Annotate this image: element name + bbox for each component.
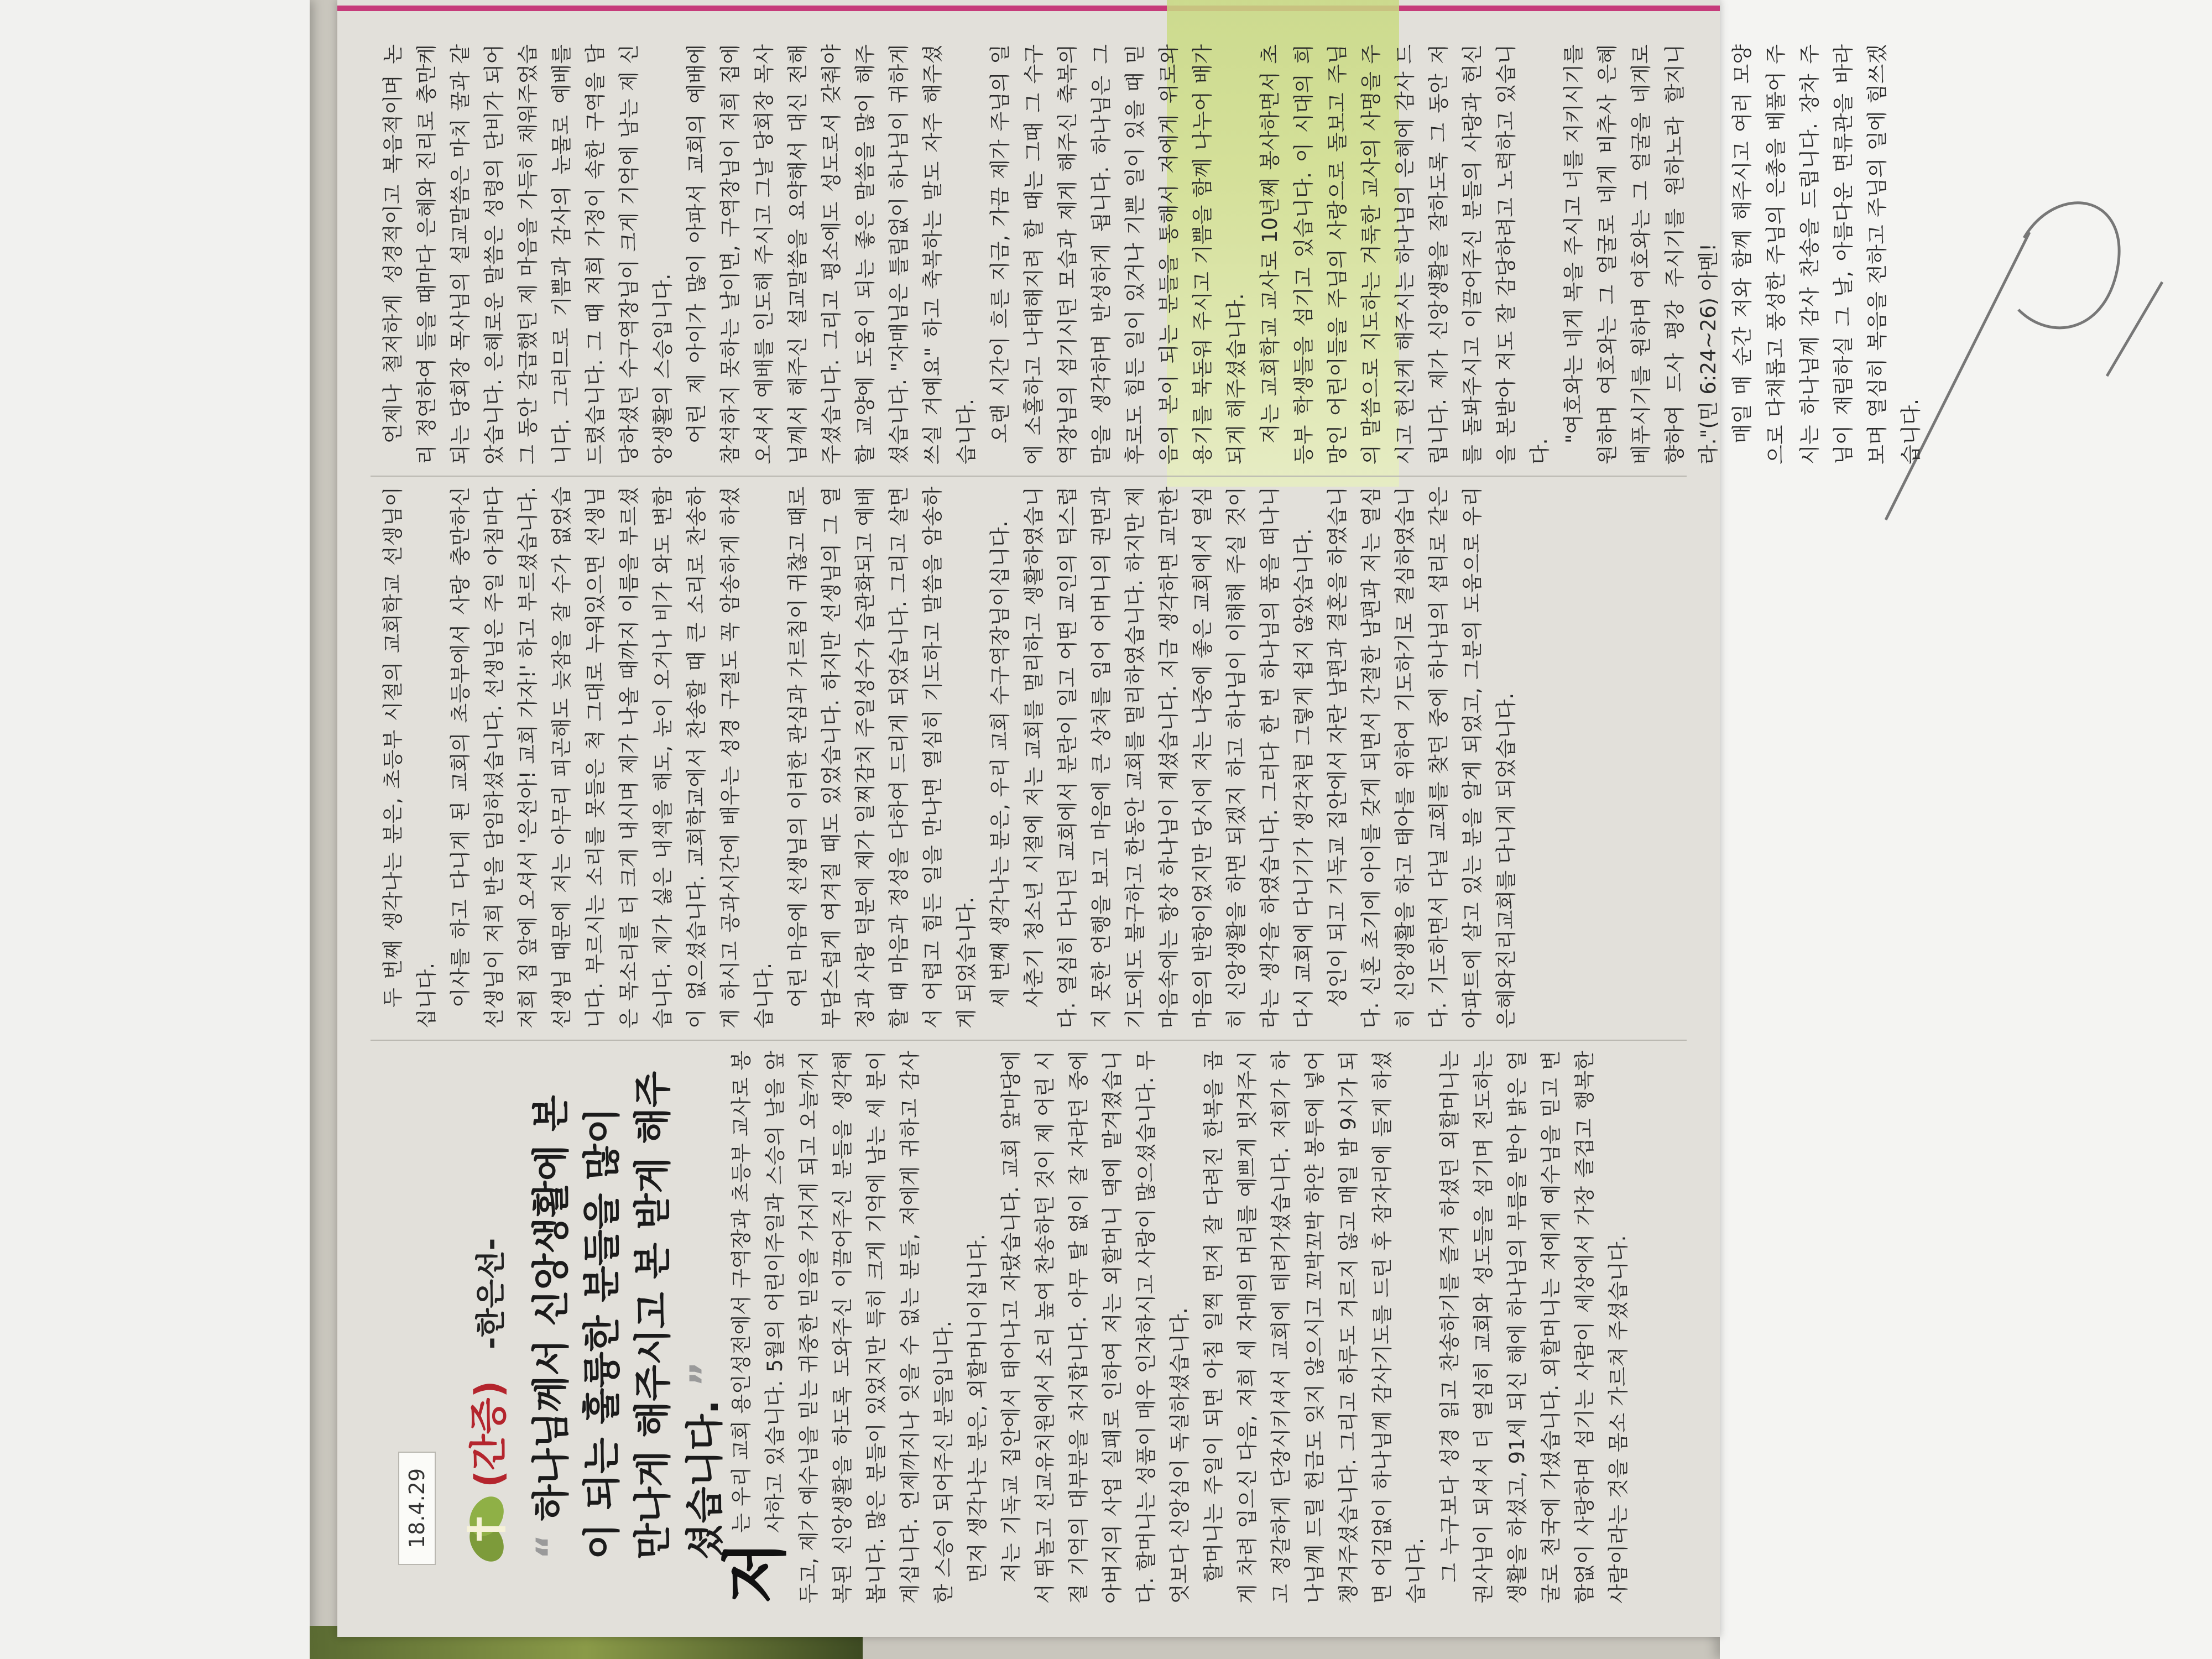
article-header (376, 1051, 727, 1604)
dropcap: 저 (717, 1541, 794, 1604)
paragraph: 먼저 생각나는 분은, 외할머니이십니다. (966, 1234, 989, 1583)
pink-rule (337, 6, 1720, 11)
newspaper-clipping (337, 0, 1923, 1637)
open-quote: “ (528, 1533, 573, 1559)
paragraph: 오랜 시간이 흐른 지금, 가끔 제가 주님의 일에 소홀하고 나태해지려 할 때는 그때 그 수구역장님의 섬기시던 모습과 제게 해주신 축복의 말을 생각하며 반성하게 됩니다. 하나님은 그 후로도 힘든 일이 있거나 기쁜 일이 있을 때 믿음의 본이 되는 분들을 통해서 저에게 위로와 용기를 북돋워 주시고 기쁨을 함께 나누어 배가 되게 해주셨습니다. (988, 44, 1248, 465)
paragraph: 이사를 하고 다니게 된 교회의 초등부에서 사랑 충만하신 선생님이 저희 반을 담임하셨습니다. 선생님은 주일 아침마다 저희 집 앞에 오셔서 '은선아! 교회 가자!' 하고 부르셨습니다. 선생님 때문에 저는 아무리 피곤해도 늦잠을 잘 수가 없었습니다. 부르시는 소리를 못들은 척 그대로 누워있으면 선생님은 목소리를 더 크게 내시며 제가 나올 때까지 이름을 부르셨습니다. 제가 싫은 내색을 해도, 눈이 오거나 비가 와도 변함이 없으셨습니다. 교회학교에서 찬송할 때 큰 소리로 찬송하게 하시고 공과시간에 배우는 성경 구절도 꼭 암송하게 하셨습니다. (448, 487, 776, 1029)
paragraph: 할머니는 주일이 되면 아침 일찍 먼저 잘 다려진 한복을 곱게 차려 입으신 다음, 저희 세 자매의 머리를 예쁘게 빗겨주시고 정갈하게 단장시키셔서 교회에 데려가셨습니다. 저희가 하나님께 드릴 헌금도 잊지 않으시고 꼬박꼬박 하얀 봉투에 넣어 챙겨주셨습니다. 그리고 하루도 거르지 않고 매일 밤 9시가 되면 어김없이 하나님께 감사기도를 드린 후 잠자리에 들게 하셨습니다. (1202, 1051, 1428, 1604)
paragraph: 저는 교회학교 교사로 10년째 봉사하면서 초등부 학생들을 섬기고 있습니다. 이 시대의 희망인 어린이들을 주님의 사랑으로 돌보고 주님의 말씀으로 지도하는 거룩한 교사의 사명을 주시고 헌신케 해주시는 하나님의 은혜에 감사 드립니다. 제가 신앙생활을 잘하도록 그 동안 저를 돌봐주시고 이끌어주신 분들의 사랑과 헌신을 본받아 저도 잘 감당하려고 노력하고 있습니다. (1258, 44, 1552, 465)
paragraph: 세 번째 생각나는 분은, 우리 교회 수구역장님이십니다. (988, 520, 1012, 1008)
headline (525, 1062, 731, 1559)
date-tag: 18.4.29 (398, 1452, 436, 1565)
rotated-article (337, 0, 1923, 1637)
paragraph: 성인이 되고 기독교 집안에서 자란 남편과 결혼을 하였습니다. 신혼 초기에 아이를 갖게 되면서 간절한 남편과 저는 열심히 신앙생활을 하고 태아를 위하여 기도하기로 결심하였습니다. 기도하면서 다닐 교회를 찾던 중에 하나님의 섭리로 같은 아파트에 살고 있는 분을 알게 되었고, 그분의 도움으로 우리 은혜와진리교회를 다니게 되었습니다. (1326, 487, 1518, 1029)
column-3 (376, 44, 1928, 465)
paragraph: 언제나 철저하게 성경적이고 복음적이며 논리 정연하여 들을 때마다 은혜와 진리로 충만케 되는 당회장 목사님의 설교말씀은 마치 꿀과 같았습니다. 은혜로운 말씀은 성령의 단비가 되어 그 동안 갈급했던 제 마음을 가득히 채워주었습니다. 그러므로 기쁨과 감사의 눈물로 예배를 드렸습니다. 그 때 저희 가정이 속한 구역을 담당하셨던 수구역장님이 크게 기억에 남는 제 신앙생활의 스승입니다. (381, 44, 675, 465)
column-divider (371, 1040, 1687, 1041)
left-blank-sheet (0, 0, 310, 1659)
paragraph: "여호와는 네게 복을 주시고 너를 지키시기를 원하며 여호와는 그 얼굴로 네게 비추사 은혜 베푸시기를 원하며 여호와는 그 얼굴을 네게로 향하여 드사 평강 주시기를 원하노라 할지니라."(민 6:24~26) 아멘! (1562, 44, 1720, 465)
paragraph: 저는 기독교 집안에서 태어나고 자랐습니다. 교회 앞마당에서 뛰놀고 선교유치원에서 소리 높여 찬송하던 것이 제 어린 시절 기억의 대부분을 차지합니다. 아무 탈 없이 잘 자라던 중에 아버지의 사업 실패로 인하여 저는 외할머니 댁에 맡겨졌습니다. 할머니는 성품이 매우 인자하시고 사랑이 많으셨습니다. 무엇보다 신앙심이 독실하셨습니다. (999, 1051, 1192, 1604)
paragraph: 어린 마음에 선생님의 이러한 관심과 가르침이 귀찮고 때로 부담스럽게 여겨질 때도 있었습니다. 하지만 선생님의 그 열정과 사랑 덕분에 제가 일찌감치 주일성수가 습관화되고 예배할 때 마음과 정성을 다하여 드리게 되었습니다. 그리고 살면서 어렵고 힘든 일을 만나면 열심히 기도하고 말씀을 암송하게 되었습니다. (786, 487, 978, 1029)
close-quote: ” (682, 1361, 727, 1387)
paragraph: 두 번째 생각나는 분은, 초등부 시절의 교회학교 선생님이십니다. (381, 487, 439, 1029)
author-name: -한은선- (473, 1238, 508, 1349)
column-2 (376, 487, 1523, 1029)
section-label: (간증) (467, 1380, 511, 1488)
paragraph: 어린 제 아이가 많이 아파서 교회의 예배에 참석하지 못하는 날이면, 구역장님이 저희 집에 오셔서 예배를 인도해 주시고 그날 당회장 목사님께서 해주신 설교말씀을 요약해서 대신 전해주셨습니다. 그리고 평소에도 성도로서 갖춰야 할 교양에 도움이 되는 좋은 말씀을 많이 해주셨습니다. "자매님은 틀림없이 하나님이 귀하게 쓰실 거예요" 하고 축복하는 말도 자주 해주셨습니다. (685, 44, 978, 465)
column-1 (717, 1051, 1635, 1604)
column-divider (371, 476, 1687, 477)
headline-text: 하나님께서 신앙생활에 본이 되는 훌륭한 분들을 많이 만나게 해주시고 본 받게 해주셨습니다. (530, 1071, 727, 1559)
paragraph: 그 누구보다 성경 읽고 찬송하기를 즐겨 하셨던 외할머니는 권사님이 되셔서 더 열심히 교회와 성도들을 섬기며 전도하는 생활을 하셨고, 91세 되신 해에 하나님의 부름을 받아 밝은 얼굴로 천국에 가셨습니다. 외할머니는 저에게 예수님을 믿고 변함없이 사랑하며 섬기는 사람이 세상에서 가장 즐겁고 행복한 사람이라는 것을 몸소 가르쳐 주셨습니다. (1438, 1051, 1630, 1604)
paragraph: 저 는 우리 교회 용인성전에서 구역장과 초등부 교사로 봉사하고 있습니다. 5월의 어린이주일과 스승의 날을 앞두고, 제가 예수님을 믿는 귀중한 믿음을 가지게 되고 오늘까지 복된 신앙생활을 하도록 도와주신 이끌어주신 분들을 생각해 봅니다. 많은 분들이 있었지만 특히 크게 기억에 남는 세 분이 계십니다. 언제까지나 잊을 수 없는 분들, 저에게 귀하고 감사한 스승이 되어주신 분들입니다. (717, 1051, 956, 1604)
paragraph: 사춘기 청소년 시절에 저는 교회를 멀리하고 생활하였습니다. 열심히 다니던 교회에서 분란이 일고 어떤 교인의 덕스럽지 못한 언행을 보고 마음에 큰 상처를 입어 어머니의 권면과 기도에도 불구하고 한동안 교회를 멀리하였습니다. 하지만 제 마음속에는 항상 하나님이 계셨습니다. 지금 생각하면 교만한 마음의 반항이었지만 당시에 저는 나중에 좋은 교회에서 열심히 신앙생활을 하면 되겠지 하고 하나님이 이해해 주실 것이라는 생각을 하였습니다. 그러다 한 번 하나님의 품을 떠나니 다시 교회에 다니기가 생각처럼 그렇게 쉽지 않았습니다. (1022, 487, 1316, 1029)
leaf-cross-icon (453, 1493, 514, 1565)
paragraph: 매일 매 순간 저와 함께 해주시고 여러 모양으로 다채롭고 풍성한 주님의 은총을 베풀어 주시는 하나님께 감사 찬송을 드립니다. 장차 주님이 재림하실 그 날, 아름다운 면류관을 바라보며 열심히 복음을 전하고 주님의 일에 힘쓰겠습니다. (1730, 44, 1923, 465)
